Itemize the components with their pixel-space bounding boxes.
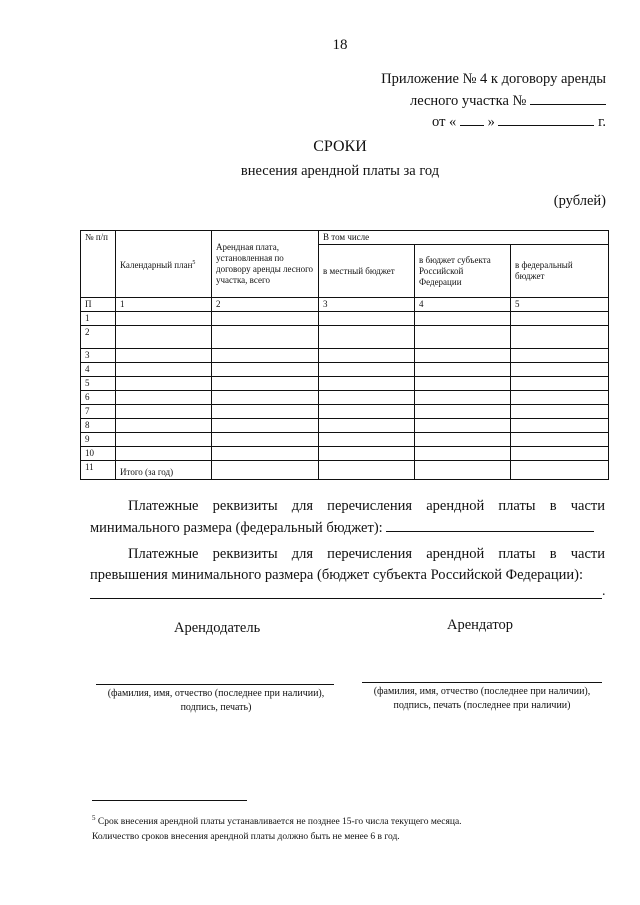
row-total	[212, 433, 319, 447]
row-total	[212, 419, 319, 433]
row-regional	[415, 326, 511, 349]
row-number: 10	[81, 447, 116, 461]
row-regional	[415, 312, 511, 326]
table-row	[81, 405, 609, 419]
row-local	[319, 447, 415, 461]
row-regional	[415, 363, 511, 377]
annex-line-3	[432, 111, 606, 132]
row-plan	[116, 447, 212, 461]
row-federal	[511, 363, 609, 377]
lessor-signature-line	[96, 684, 334, 685]
row-local	[319, 461, 415, 480]
row-number: 9	[81, 433, 116, 447]
regional-details-end-mark: .	[602, 584, 606, 599]
index-cell: 2	[212, 298, 319, 312]
contract-number-blank	[530, 90, 606, 105]
unit-label: (рублей)	[553, 193, 606, 209]
payment-details-federal-line-1: Платежные реквизиты для перечисления арендной платы в части	[128, 498, 605, 514]
row-total	[212, 447, 319, 461]
header-local-budget: в местный бюджет	[319, 245, 415, 298]
index-cell: 1	[116, 298, 212, 312]
row-local	[319, 326, 415, 349]
row-local	[319, 433, 415, 447]
payment-details-regional-line-2: превышения минимального размера (бюджет субъекта Российской Федерации):	[90, 567, 583, 583]
row-regional	[415, 349, 511, 363]
lessee-caption-line-2: подпись, печать (последнее при наличии)	[393, 700, 571, 711]
row-regional	[415, 405, 511, 419]
row-number: 6	[81, 391, 116, 405]
table-row	[81, 326, 609, 349]
row-local	[319, 391, 415, 405]
index-cell: 3	[319, 298, 415, 312]
regional-details-blank	[90, 586, 602, 599]
row-number: 5	[81, 377, 116, 391]
row-federal	[511, 377, 609, 391]
index-cell: 4	[415, 298, 511, 312]
document-title: СРОКИ	[313, 138, 367, 155]
row-number: 1	[81, 312, 116, 326]
row-regional	[415, 377, 511, 391]
annex-line-1: Приложение № 4 к договору аренды	[381, 71, 606, 87]
table-row	[81, 363, 609, 377]
row-plan	[116, 326, 212, 349]
lessee-signature-line	[362, 682, 602, 683]
header-federal-budget: в федеральный бюджет	[511, 245, 609, 298]
row-plan	[116, 419, 212, 433]
row-regional	[415, 447, 511, 461]
payment-details-regional	[90, 544, 605, 586]
footnote-line-1	[92, 811, 612, 830]
row-federal	[511, 405, 609, 419]
index-cell: П	[81, 298, 116, 312]
footnote-mark: 5	[92, 814, 96, 822]
payment-details-federal	[90, 496, 605, 539]
payment-details-regional-line-1: Платежные реквизиты для перечисления арендной платы в части	[128, 546, 605, 562]
table-row	[81, 349, 609, 363]
lessor-caption	[92, 687, 340, 715]
month-year-blank	[498, 111, 594, 126]
row-total	[212, 326, 319, 349]
table-row	[81, 419, 609, 433]
row-local	[319, 405, 415, 419]
payment-details-federal-line-2-text: минимального размера (федеральный бюджет):	[90, 520, 383, 536]
date-suffix: г.	[598, 114, 606, 130]
row-total	[212, 363, 319, 377]
date-prefix: от «	[432, 114, 457, 130]
header-regional-budget: в бюджет субъекта Российской Федерации	[415, 245, 511, 298]
row-total	[212, 312, 319, 326]
row-number: 7	[81, 405, 116, 419]
header-calendar-plan	[116, 231, 212, 298]
row-number: 4	[81, 363, 116, 377]
row-plan	[116, 312, 212, 326]
row-regional	[415, 391, 511, 405]
footnote-line-1-text: Срок внесения арендной платы устанавливается не позднее 15-го числа текущего месяца.	[97, 817, 462, 828]
table-row-total	[81, 461, 609, 480]
row-federal	[511, 433, 609, 447]
header-calendar-plan-text: Календарный план	[120, 259, 193, 270]
row-federal	[511, 326, 609, 349]
row-local	[319, 419, 415, 433]
footnote	[92, 811, 612, 845]
row-total	[212, 461, 319, 480]
table-row	[81, 433, 609, 447]
row-federal	[511, 419, 609, 433]
row-local	[319, 349, 415, 363]
row-federal	[511, 391, 609, 405]
row-plan: Итого (за год)	[116, 461, 212, 480]
header-rent-total: Арендная плата, установленная по договору аренды лесного участка, всего	[212, 231, 319, 298]
federal-details-blank	[386, 517, 594, 532]
day-blank	[460, 111, 484, 126]
header-including: В том числе	[319, 231, 609, 245]
lessor-title: Арендодатель	[174, 620, 261, 636]
row-total	[212, 405, 319, 419]
row-plan	[116, 391, 212, 405]
row-regional	[415, 461, 511, 480]
table-row	[81, 312, 609, 326]
row-number: 11	[81, 461, 116, 480]
lessor-caption-line-1: (фамилия, имя, отчество (последнее при наличии),	[107, 688, 325, 699]
annex-line-2	[410, 90, 606, 111]
row-number: 8	[81, 419, 116, 433]
page-number: 18	[332, 37, 348, 53]
row-plan	[116, 363, 212, 377]
table-row	[81, 377, 609, 391]
row-number: 2	[81, 326, 116, 349]
lessee-title: Арендатор	[447, 617, 514, 633]
row-total	[212, 391, 319, 405]
row-regional	[415, 433, 511, 447]
lessor-caption-line-2: подпись, печать)	[180, 702, 252, 713]
row-plan	[116, 433, 212, 447]
row-federal	[511, 447, 609, 461]
index-cell: 5	[511, 298, 609, 312]
document-subtitle: внесения арендной платы за год	[240, 163, 440, 179]
row-local	[319, 312, 415, 326]
row-plan	[116, 377, 212, 391]
table-row	[81, 391, 609, 405]
row-federal	[511, 461, 609, 480]
row-local	[319, 363, 415, 377]
payment-details-federal-line-2	[90, 517, 605, 539]
row-total	[212, 349, 319, 363]
annex-line-2-text: лесного участка №	[409, 93, 527, 109]
lessee-caption-line-1: (фамилия, имя, отчество (последнее при наличии),	[373, 686, 591, 697]
row-total	[212, 377, 319, 391]
row-plan	[116, 349, 212, 363]
date-mid: »	[487, 114, 495, 130]
footnote-line-2: Количество сроков внесения арендной платы должно быть не менее 6 в год.	[92, 832, 400, 843]
row-plan	[116, 405, 212, 419]
row-federal	[511, 349, 609, 363]
row-regional	[415, 419, 511, 433]
row-number: 3	[81, 349, 116, 363]
header-number: № п/п	[81, 231, 116, 298]
row-local	[319, 377, 415, 391]
payment-schedule-table	[80, 230, 609, 480]
table-row	[81, 447, 609, 461]
footnote-separator	[92, 800, 247, 801]
row-federal	[511, 312, 609, 326]
footnote-ref: 5	[192, 259, 196, 266]
lessee-caption	[356, 685, 608, 713]
